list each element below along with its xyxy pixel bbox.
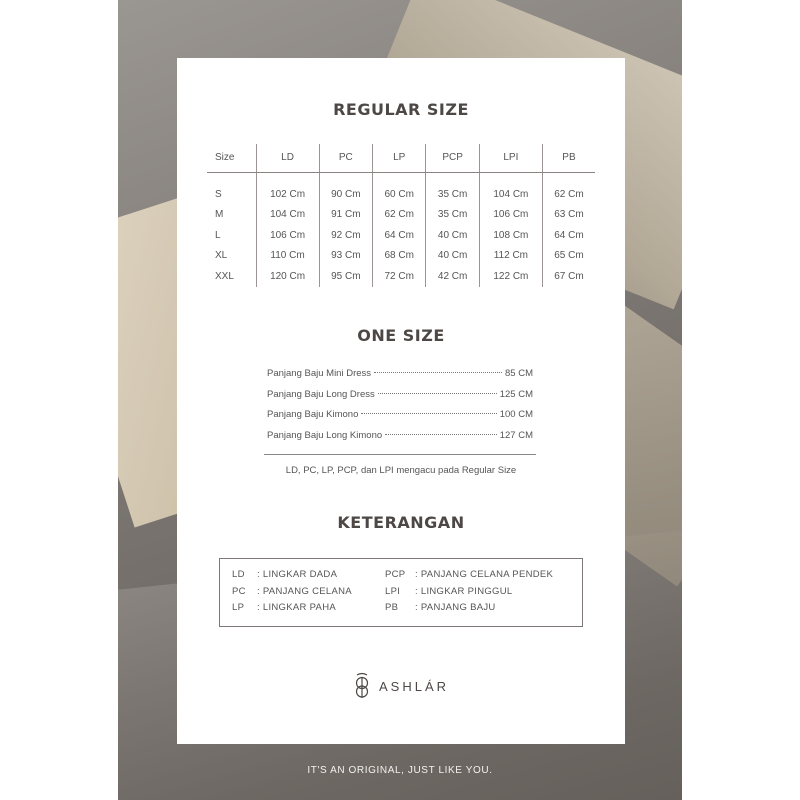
table-cell: 65 Cm (542, 246, 595, 267)
table-cell: 104 Cm (479, 184, 542, 205)
table-row (207, 246, 595, 267)
table-cell: 68 Cm (373, 246, 426, 267)
table-cell: M (215, 209, 224, 221)
legend-item (385, 569, 553, 586)
table-cell: 93 Cm (319, 246, 372, 267)
table-cell: 60 Cm (373, 184, 426, 205)
table-row (207, 266, 595, 287)
table-cell: 35 Cm (426, 184, 479, 205)
list-item (267, 430, 533, 451)
col-header: PC (319, 144, 372, 172)
table-cell: S (215, 188, 222, 200)
item-value: 125 CM (499, 388, 533, 400)
legend-desc: : LINGKAR PAHA (257, 602, 336, 613)
table-cell: 120 Cm (256, 266, 319, 287)
legend-abbr: LP (232, 602, 245, 613)
table-cell: 42 Cm (426, 266, 479, 287)
table-cell: 108 Cm (479, 225, 542, 246)
table-row (207, 184, 595, 205)
legend-column-left (232, 569, 352, 619)
legend-item (232, 569, 352, 586)
table-cell: 106 Cm (479, 205, 542, 226)
table-cell: 64 Cm (373, 225, 426, 246)
table-row (207, 225, 595, 246)
one-size-title: ONE SIZE (357, 326, 445, 345)
item-label: Panjang Baju Long Dress (267, 388, 375, 400)
one-size-note: LD, PC, LP, PCP, dan LPI mengacu pada Regular Size (285, 465, 517, 476)
legend-desc: : PANJANG CELANA (257, 585, 352, 597)
legend-item (232, 602, 352, 619)
col-header: Size (207, 144, 256, 172)
item-label: Panjang Baju Mini Dress (267, 368, 372, 379)
list-item (267, 389, 533, 410)
table-cell: 104 Cm (256, 205, 319, 226)
table-row (207, 205, 595, 226)
legend-item (385, 602, 553, 619)
table-cell: 62 Cm (542, 184, 595, 205)
legend-abbr: LD (232, 569, 245, 580)
dotted-leader (378, 393, 497, 394)
brand-name: ASHLÁR (378, 678, 450, 694)
legend-item (385, 586, 553, 603)
divider (264, 454, 536, 455)
regular-size-title: REGULAR SIZE (333, 100, 469, 119)
item-value: 85 CM (505, 368, 533, 379)
regular-size-table (207, 144, 595, 287)
legend-item (232, 586, 352, 603)
keterangan-title: KETERANGAN (337, 513, 465, 532)
table-cell: 35 Cm (426, 205, 479, 226)
legend-abbr: PCP (385, 569, 406, 580)
table-cell: 64 Cm (542, 225, 595, 246)
legend-abbr: PC (232, 585, 246, 597)
tagline: IT'S AN ORIGINAL, JUST LIKE YOU. (307, 765, 493, 776)
legend-desc: : PANJANG BAJU (415, 602, 496, 613)
item-label: Panjang Baju Long Kimono (267, 430, 383, 442)
legend-abbr: LPI (385, 585, 401, 597)
table-cell: 40 Cm (426, 246, 479, 267)
table-header-row (207, 144, 595, 172)
dotted-leader (374, 372, 502, 373)
brand-lockup (177, 672, 625, 700)
table-cell: 63 Cm (542, 205, 595, 226)
table-cell: 92 Cm (319, 225, 372, 246)
list-item (267, 368, 533, 389)
table-cell: L (215, 229, 221, 241)
item-value: 127 CM (499, 430, 533, 442)
col-header: LD (256, 144, 319, 172)
item-value: 100 CM (499, 409, 533, 421)
item-label: Panjang Baju Kimono (267, 409, 359, 421)
legend-desc: : LINGKAR PINGGUL (415, 585, 513, 597)
table-cell: 122 Cm (479, 266, 542, 287)
legend-abbr: PB (385, 602, 399, 613)
table-cell: 67 Cm (542, 266, 595, 287)
col-header: PCP (426, 144, 479, 172)
ashlar-monogram-icon (353, 672, 371, 700)
table-cell: XXL (215, 270, 234, 282)
table-cell: 112 Cm (479, 246, 542, 267)
table-cell: 91 Cm (319, 205, 372, 226)
dotted-leader (361, 413, 496, 414)
table-cell: 72 Cm (373, 266, 426, 287)
table-cell: 62 Cm (373, 205, 426, 226)
table-cell: 106 Cm (256, 225, 319, 246)
table-cell: 102 Cm (256, 184, 319, 205)
table-cell: 95 Cm (319, 266, 372, 287)
col-header: LPI (479, 144, 542, 172)
table-cell: 90 Cm (319, 184, 372, 205)
table-cell: 40 Cm (426, 225, 479, 246)
one-size-list (267, 368, 533, 451)
dotted-leader (385, 434, 497, 435)
legend-desc: : LINGKAR DADA (257, 569, 338, 580)
table-cell: 110 Cm (256, 246, 319, 267)
table-cell: XL (215, 250, 228, 262)
legend-column-right (385, 569, 553, 619)
list-item (267, 409, 533, 430)
abbreviation-legend (219, 558, 583, 627)
col-header: LP (373, 144, 426, 172)
legend-desc: : PANJANG CELANA PENDEK (415, 569, 554, 580)
size-chart-card (177, 58, 625, 744)
col-header: PB (542, 144, 595, 172)
